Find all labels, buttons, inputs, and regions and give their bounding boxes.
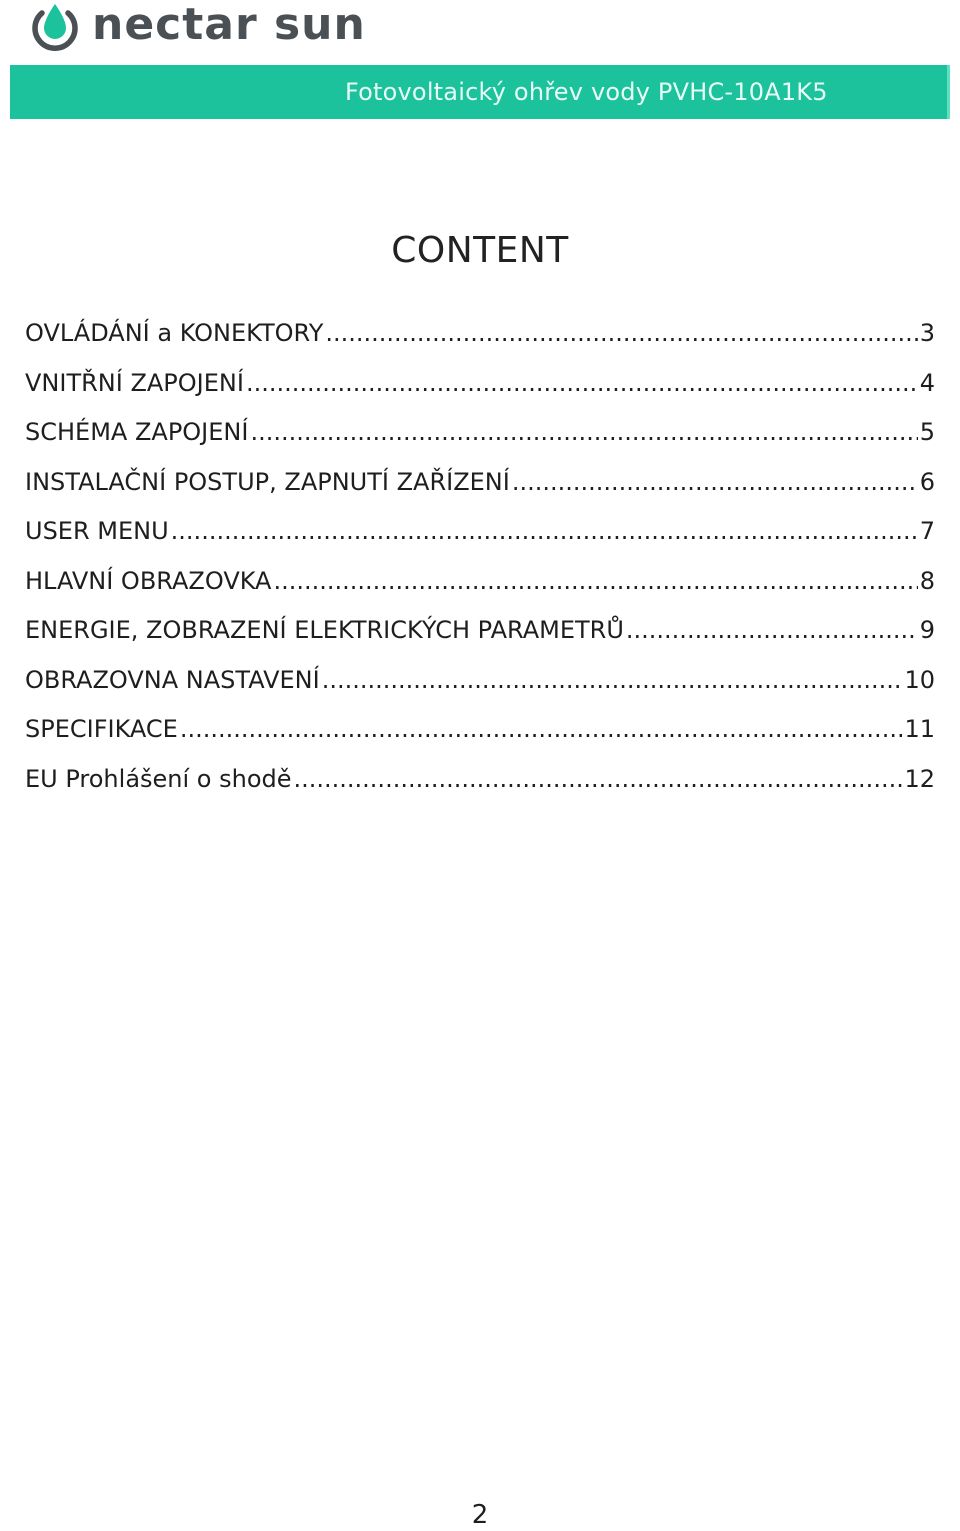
header-bar <box>10 65 950 119</box>
document-title: Fotovoltaický ohřev vody PVHC-10A1K5 <box>345 78 828 106</box>
toc-entry-label: OBRAZOVNA NASTAVENÍ <box>25 665 320 694</box>
toc-entry-label: EU Prohlášení o shodě <box>25 764 292 793</box>
toc-entry[interactable] <box>25 762 935 812</box>
table-of-contents <box>25 316 935 811</box>
toc-entry-label: SCHÉMA ZAPOJENÍ <box>25 418 249 446</box>
toc-entry-page: 3 <box>919 319 935 347</box>
toc-entry-label: INSTALAČNÍ POSTUP, ZAPNUTÍ ZAŘÍZENÍ <box>25 467 510 496</box>
toc-entry[interactable] <box>25 465 935 515</box>
toc-entry[interactable] <box>25 366 935 416</box>
toc-entry[interactable] <box>25 514 935 564</box>
toc-entry[interactable] <box>25 663 935 713</box>
brand-logo <box>28 0 366 56</box>
toc-entry-page: 8 <box>919 566 935 595</box>
toc-leader-dots <box>626 613 918 647</box>
water-drop-power-icon <box>28 1 82 55</box>
brand-name: nectar sun <box>92 0 366 50</box>
toc-entry-page: 7 <box>919 517 935 545</box>
toc-entry[interactable] <box>25 564 935 614</box>
toc-leader-dots <box>325 316 917 350</box>
toc-entry[interactable] <box>25 415 935 465</box>
toc-entry-label: ENERGIE, ZOBRAZENÍ ELEKTRICKÝCH PARAMETRŮ <box>25 616 624 644</box>
toc-entry-label: SPECIFIKACE <box>25 715 178 743</box>
toc-entry-label: VNITŘNÍ ZAPOJENÍ <box>25 368 244 397</box>
toc-leader-dots <box>273 564 917 598</box>
toc-entry-label: OVLÁDÁNÍ a KONEKTORY <box>25 319 324 347</box>
toc-entry-page: 5 <box>919 418 935 446</box>
toc-entry-page: 6 <box>919 467 935 496</box>
toc-entry-page: 12 <box>904 764 935 793</box>
page-title: CONTENT <box>391 230 569 271</box>
toc-leader-dots <box>322 663 903 697</box>
toc-leader-dots <box>180 712 903 746</box>
toc-leader-dots <box>246 366 918 400</box>
toc-entry-page: 4 <box>919 368 935 397</box>
toc-leader-dots <box>250 415 917 449</box>
page-number: 2 <box>471 1500 489 1530</box>
toc-entry-page: 10 <box>904 665 935 694</box>
toc-leader-dots <box>171 514 918 548</box>
toc-entry[interactable] <box>25 613 935 663</box>
toc-entry-page: 11 <box>904 715 935 743</box>
toc-entry[interactable] <box>25 316 935 366</box>
toc-leader-dots <box>512 465 918 499</box>
toc-entry-page: 9 <box>919 616 935 644</box>
toc-entry[interactable] <box>25 712 935 762</box>
toc-entry-label: USER MENU <box>25 517 169 545</box>
toc-leader-dots <box>294 762 903 796</box>
toc-entry-label: HLAVNÍ OBRAZOVKA <box>25 566 272 595</box>
